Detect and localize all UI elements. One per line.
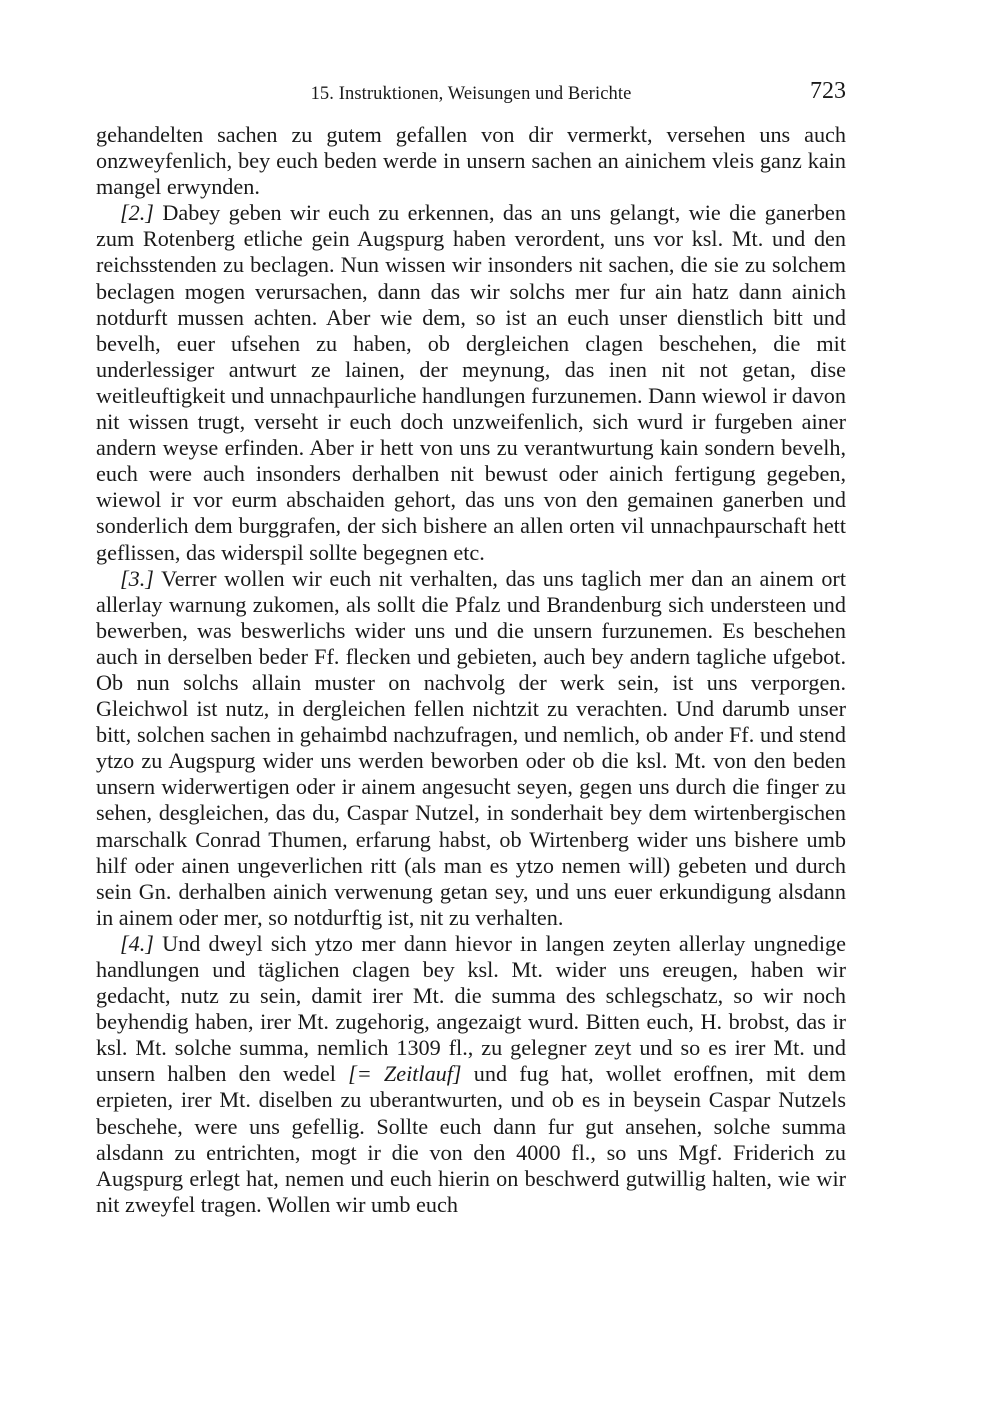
paragraph-text: gehandelten sachen zu gutem gefallen von dir vermerkt, versehen uns auch onzweyfenlich, bey euch beden werde in unsern sachen an ainichem vleis ganz kain mangel erwynden. xyxy=(96,122,846,200)
paragraph-number: [4.] xyxy=(120,930,154,956)
paragraph-number: [2.] xyxy=(120,200,154,226)
paragraph-4 xyxy=(96,931,846,1218)
editorial-note: [= Zeitlauf] xyxy=(348,1061,462,1087)
paragraph-3 xyxy=(96,566,846,931)
paragraph-number: [3.] xyxy=(120,565,154,591)
body-text xyxy=(96,122,846,1218)
running-head xyxy=(96,78,846,110)
paragraph-text: Und dweyl sich ytzo mer dann hievor in langen zeyten allerlay ungnedige handlungen und täglichen clagen bey ksl. Mt. wider uns ereugen, haben wir gedacht, nutz zu sein, damit irer Mt. die summa des schlegschatz, so wir noch beyhendig haben, irer Mt. zugehorig, angezaigt wurd. Bitten euch, H. brobst, das ir ksl. Mt. solche summa, nemlich 1309 fl., zu gelegner zeyt und so es irer Mt. und unsern halben den wedel xyxy=(96,930,846,1087)
paragraph-text: Dabey geben wir euch zu erkennen, das an uns gelangt, wie die ganerben zum Rotenberg etliche gein Augspurg haben verordent, uns vor ksl. Mt. und den reichsstenden zu beclagen. Nun wissen wir insonders nit sachen, die sie zu solchem beclagen mogen verursachen, dann das wir solchs mer fur ain hatz dann ainich notdurft mussen achten. Aber wie dem, so ist an euch unser dienstlich bitt und bevelh, euer ufsehen zu haben, ob dergleichen clagen beschehen, die mit underlessiger antwurt ze lainen, der meynung, das inen nit not getan, dise weitleuftigkeit und unnachpaurliche handlungen furzunemen. Dann wiewol ir davon nit wissen trugt, verseht ir euch doch unzweifenlich, sich wurd ir furgeben ainer andern weyse erfinden. Aber ir hett von uns zu verantwurtung kain sondern bevelh, euch were auch insonders derhalben nit bewust oder ainich fertigung gegeben, wiewol ir vor eurm abschaiden gehort, das uns von den gemainen ganerben und sonderlich dem burggrafen, der sich bishere an allen orten vil unnachpaurschaft hett geflissen, das widerspil sollte begegnen etc. xyxy=(96,200,846,565)
paragraph-continuation xyxy=(96,122,846,200)
paragraph-text: und fug hat, wollet eroffnen, mit dem erpieten, irer Mt. diselben zu uberantwurten, und ob es in beysein Caspar Nutzels beschehe, were uns gefellig. Sollte euch dann fur gut ansehen, solche summa alsdann zu entrichten, mogt ir die von den 4000 fl., so uns Mgf. Friderich zu Augspurg erlegt hat, nemen und euch hierin on beschwerd gutwillig halten, wie wir nit zweyfel tragen. Wollen wir umb euch xyxy=(96,1061,846,1217)
paragraph-text: Verrer wollen wir euch nit verhalten, das uns taglich mer dan an ainem ort allerlay warnung zukomen, als sollt die Pfalz und Brandenburg sich understeen und bewerben, was beswerlichs wider uns und die unsern furzunemen. Es beschehen auch in derselben beder Ff. flecken und gebieten, auch bey andern tagliche ufgebot. Ob nun solchs allain muster on nachvolg der werk sein, ist uns verporgen. Gleichwol ist nutz, in dergleichen fellen nichtzit zu verachten. Und darumb unser bitt, solchen sachen in gehaimbd nachzufragen, und nemlich, ob ander Ff. und stend ytzo zu Augspurg wider uns werden beworben oder ob die ksl. Mt. von den beden unsern widerwertigen oder ir ainem angesucht seyen, gegen uns durch die finger zu sehen, desgleichen, das du, Caspar Nutzel, in sonderhait bey dem wirtenbergischen marschalk Conrad Thumen, erfarung habst, ob Wirtenberg wider uns bishere umb hilf oder ainen ungeverlichen ritt (als man es ytzo nemen will) gebeten und durch sein Gn. derhalben ainich verwenung getan sey, und uns euer erkundigung alsdann in ainem oder mer, so notdurftig ist, nit zu verhalten. xyxy=(96,565,846,930)
paragraph-2 xyxy=(96,200,846,565)
running-title: 15. Instruktionen, Weisungen und Berichte xyxy=(310,84,632,104)
page-number: 723 xyxy=(810,78,846,104)
